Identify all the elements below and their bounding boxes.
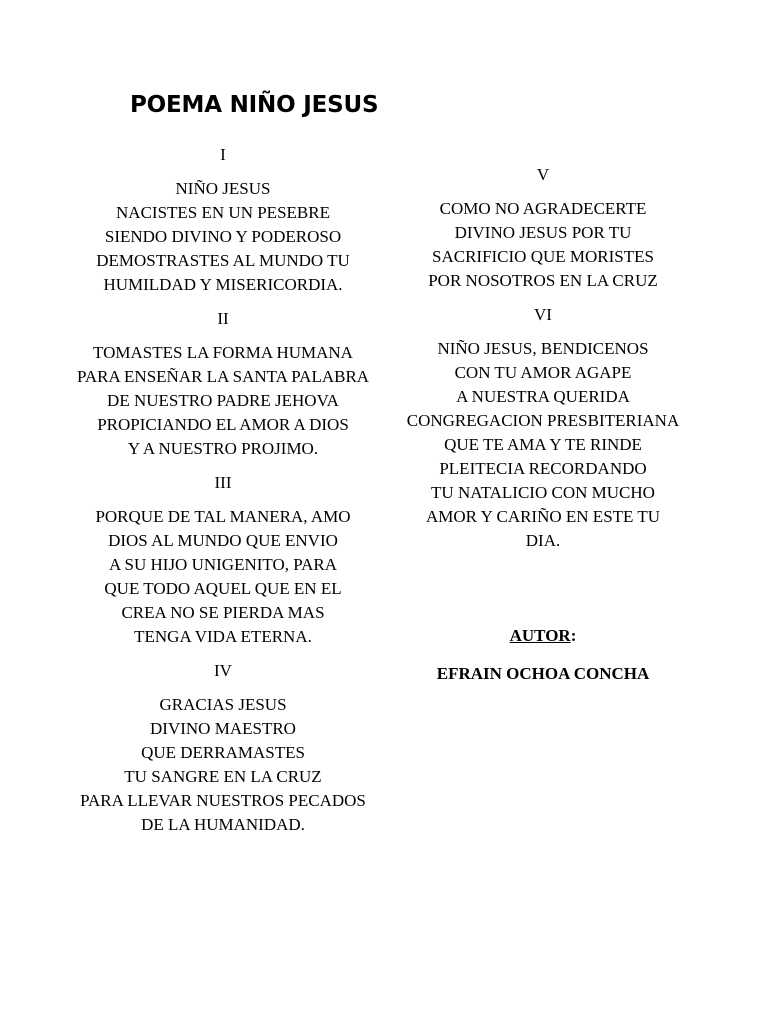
author-heading: [373, 624, 713, 648]
verse-line: AMOR Y CARIÑO EN ESTE TU: [425, 507, 661, 526]
stanza-lines: [53, 177, 393, 297]
verse-line: TU NATALICIO CON MUCHO: [431, 483, 655, 502]
stanza-numeral: VI: [534, 305, 552, 324]
stanza-numeral: II: [217, 309, 229, 328]
verse-line: DIVINO JESUS POR TU: [454, 223, 632, 242]
verse-line: COMO NO AGRADECERTE: [439, 199, 647, 218]
verse-line: A SU HIJO UNIGENITO, PARA: [108, 555, 338, 574]
stanza-2: [53, 308, 393, 461]
verse-line: QUE TODO AQUEL QUE EN EL: [104, 579, 342, 598]
verse-line: SIENDO DIVINO Y PODEROSO: [104, 227, 342, 246]
verse-line: DIVINO MAESTRO: [150, 719, 296, 738]
verse-line: POR NOSOTROS EN LA CRUZ: [428, 271, 658, 290]
stanza-lines: [373, 337, 713, 553]
verse-line: PORQUE DE TAL MANERA, AMO: [95, 507, 351, 526]
stanza-numeral: IV: [214, 661, 232, 680]
stanza-1: [53, 144, 393, 297]
verse-line: DIOS AL MUNDO QUE ENVIO: [108, 531, 338, 550]
verse-line: DEMOSTRASTES AL MUNDO TU: [96, 251, 350, 270]
author-name: EFRAIN OCHOA CONCHA: [436, 664, 650, 683]
stanza-4: [53, 660, 393, 837]
stanza-3: [53, 472, 393, 649]
stanza-lines: [53, 341, 393, 461]
verse-line: DIA.: [525, 531, 561, 550]
verse-line: NIÑO JESUS: [175, 179, 271, 198]
verse-line: DE LA HUMANIDAD.: [141, 815, 305, 834]
verse-line: PROPICIANDO EL AMOR A DIOS: [97, 415, 349, 434]
verse-line: NACISTES EN UN PESEBRE: [116, 203, 330, 222]
stanza-lines: [53, 505, 393, 649]
right-column: [373, 164, 713, 686]
stanza-6: [373, 304, 713, 553]
verse-line: SACRIFICIO QUE MORISTES: [432, 247, 654, 266]
author-colon: :: [570, 626, 577, 645]
verse-line: Y A NUESTRO PROJIMO.: [127, 439, 319, 458]
verse-line: TU SANGRE EN LA CRUZ: [124, 767, 322, 786]
left-column: [53, 144, 393, 848]
verse-line: TOMASTES LA FORMA HUMANA: [93, 343, 353, 362]
verse-line: CON TU AMOR AGAPE: [454, 363, 632, 382]
verse-line: PLEITECIA RECORDANDO: [439, 459, 647, 478]
stanza-numeral: I: [220, 145, 226, 164]
stanza-lines: [53, 693, 393, 837]
verse-line: QUE TE AMA Y TE RINDE: [444, 435, 642, 454]
stanza-5: [373, 164, 713, 293]
verse-line: A NUESTRA QUERIDA: [456, 387, 630, 406]
verse-line: HUMILDAD Y MISERICORDIA.: [103, 275, 343, 294]
verse-line: PARA ENSEÑAR LA SANTA PALABRA: [76, 367, 370, 386]
verse-line: QUE DERRAMASTES: [141, 743, 305, 762]
verse-line: NIÑO JESUS, BENDICENOS: [437, 339, 649, 358]
author-label: AUTOR: [509, 626, 571, 645]
verse-line: GRACIAS JESUS: [159, 695, 287, 714]
verse-line: CREA NO SE PIERDA MAS: [121, 603, 325, 622]
verse-line: TENGA VIDA ETERNA.: [134, 627, 312, 646]
stanza-numeral: V: [536, 165, 550, 184]
stanza-lines: [373, 197, 713, 293]
verse-line: DE NUESTRO PADRE JEHOVA: [107, 391, 339, 410]
stanza-numeral: III: [214, 473, 232, 492]
page-title: POEMA NIÑO JESUS: [130, 92, 379, 118]
verse-line: CONGREGACION PRESBITERIANA: [406, 411, 680, 430]
verse-line: PARA LLEVAR NUESTROS PECADOS: [80, 791, 366, 810]
